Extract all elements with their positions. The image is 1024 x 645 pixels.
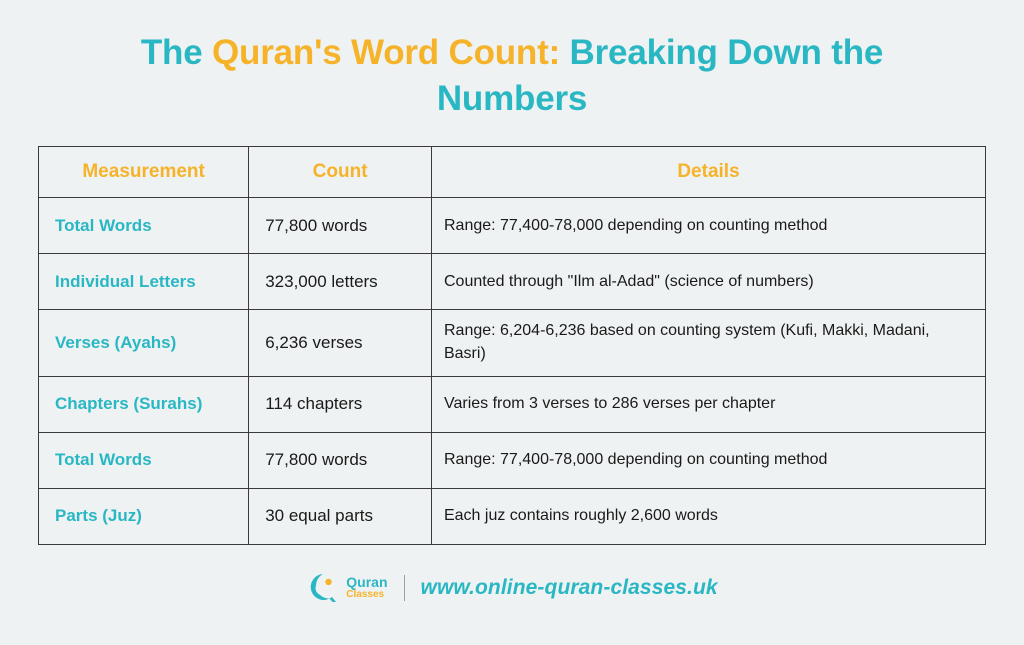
column-header-details: Details [431,147,985,198]
cell-count: 30 equal parts [249,488,432,544]
cell-measurement: Chapters (Surahs) [39,376,249,432]
stats-table-wrapper [38,146,986,544]
table-row [39,198,986,254]
table-row [39,432,986,488]
title-accent: Quran's Word Count: [212,33,561,72]
table-row [39,376,986,432]
cell-measurement: Parts (Juz) [39,488,249,544]
cell-measurement: Individual Letters [39,254,249,310]
column-header-measurement: Measurement [39,147,249,198]
cell-details: Range: 77,400-78,000 depending on counting method [431,198,985,254]
table-row [39,488,986,544]
cell-measurement: Total Words [39,198,249,254]
cell-count: 114 chapters [249,376,432,432]
cell-count: 77,800 words [249,432,432,488]
table-header-row [39,147,986,198]
logo-line-1: Quran [346,574,388,591]
cell-count: 323,000 letters [249,254,432,310]
table-row [39,310,986,376]
brand-logo [306,571,387,605]
cell-count: 77,800 words [249,198,432,254]
quran-classes-logo-icon [306,571,340,605]
table-header [39,147,986,198]
cell-count: 6,236 verses [249,310,432,376]
brand-logo-text [346,575,387,600]
stats-table [38,146,986,544]
website-url: www.online-quran-classes.uk [420,575,718,599]
column-header-count: Count [249,147,432,198]
table-body [39,198,986,544]
title-part-2: Breaking Down the Numbers [436,33,884,119]
cell-measurement: Verses (Ayahs) [39,310,249,376]
cell-details: Counted through "Ilm al-Adad" (science of numbers) [431,254,985,310]
cell-details: Range: 6,204-6,236 based on counting system (Kufi, Makki, Madani, Basri) [431,310,985,376]
footer [306,571,717,605]
logo-line-2: Classes [346,588,385,600]
table-row [39,254,986,310]
page-title [62,30,962,122]
cell-details: Varies from 3 verses to 286 verses per chapter [431,376,985,432]
cell-details: Each juz contains roughly 2,600 words [431,488,985,544]
cell-details: Range: 77,400-78,000 depending on counting method [431,432,985,488]
footer-divider [404,575,405,601]
title-part-1: The [140,33,213,72]
cell-measurement: Total Words [39,432,249,488]
